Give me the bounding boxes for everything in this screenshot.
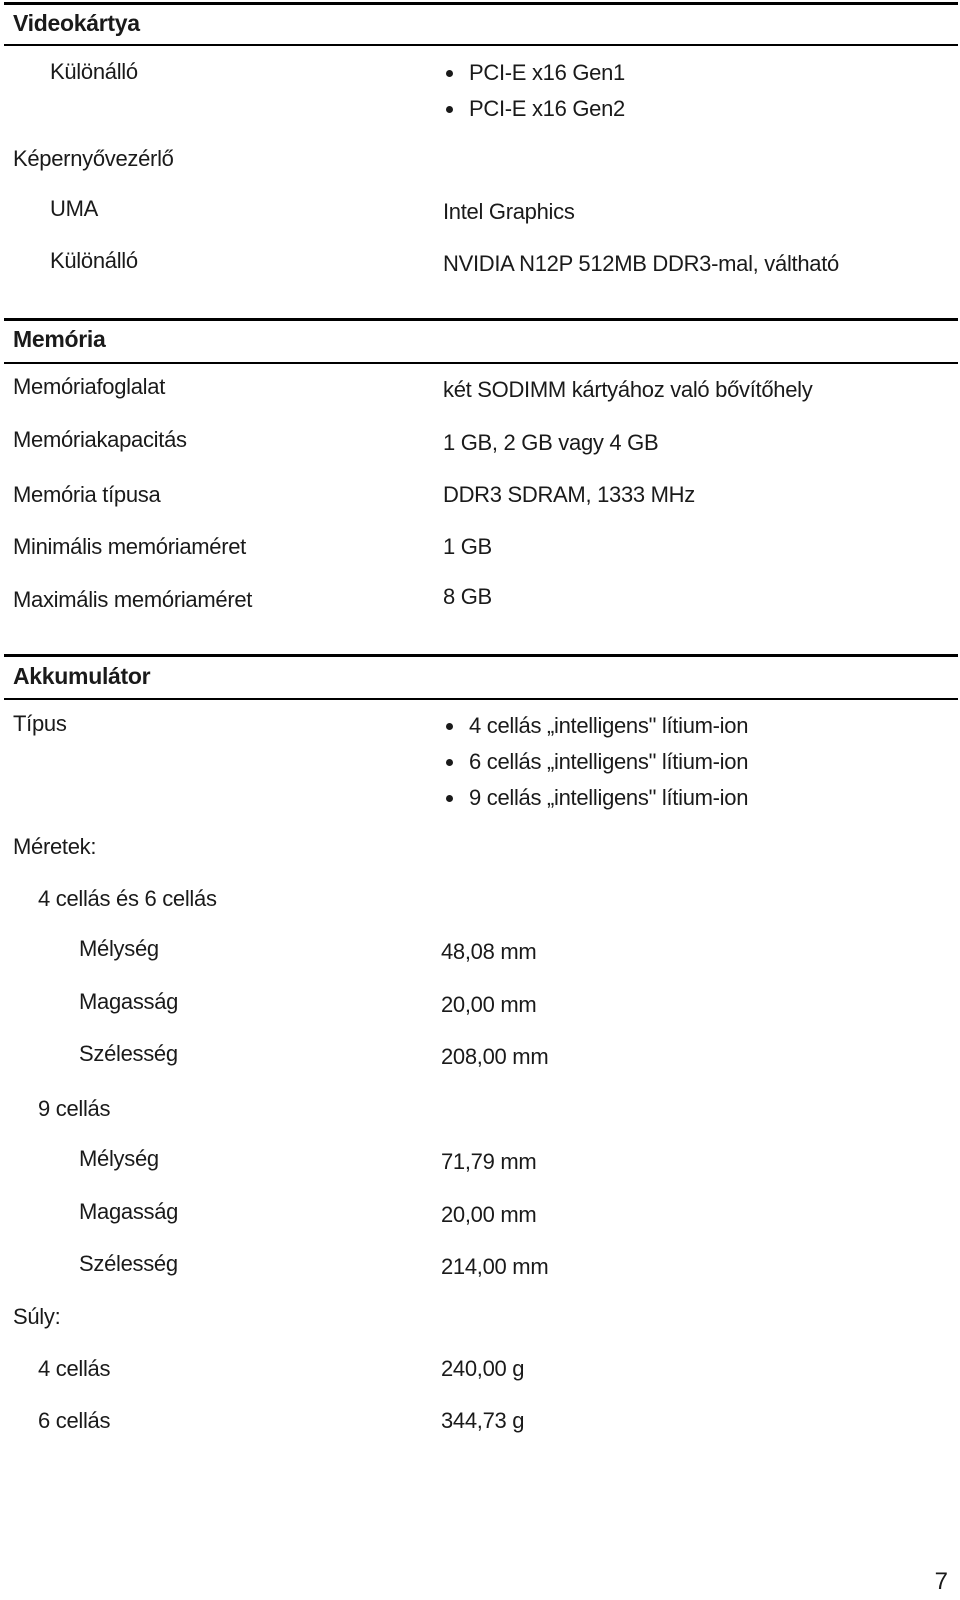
section-heading-rule [4,362,958,364]
spec-value-suly-6-cellas: 344,73 g [441,1408,525,1433]
spec-value-max-memoria: 8 GB [443,584,492,609]
spec-label-melyseg: Mélység [79,1146,159,1171]
spec-label-max-memoria: Maximális memóriaméret [13,587,253,612]
spec-value-memoriakapacitas: 1 GB, 2 GB vagy 4 GB [443,430,659,455]
section-heading-memoria: Memória [13,326,106,352]
spec-label-uma: UMA [50,196,98,221]
section-heading-videokartya: Videokártya [13,10,140,36]
spec-label-szelesseg: Szélesség [79,1251,178,1276]
spec-label-suly: Súly: [13,1304,61,1329]
section-top-rule [4,2,958,5]
spec-value-magassag: 20,00 mm [441,1202,537,1227]
list-item: 9 cellás „intelligens" lítium-ion [443,780,748,816]
section-heading-rule [4,44,958,46]
section-heading-rule [4,698,958,700]
list-item: PCI-E x16 Gen1 [443,55,625,91]
spec-value-kulonallo-2: NVIDIA N12P 512MB DDR3-mal, váltható [443,251,839,276]
spec-value-magassag: 20,00 mm [441,992,537,1017]
spec-value-szelesseg: 208,00 mm [441,1044,549,1069]
spec-label-suly-6-cellas: 6 cellás [38,1408,111,1433]
spec-label-memoriafoglalat: Memóriafoglalat [13,374,166,399]
spec-label-memoria-tipusa: Memória típusa [13,482,161,507]
list-item: 6 cellás „intelligens" lítium-ion [443,744,748,780]
spec-value-uma: Intel Graphics [443,199,575,224]
spec-value-memoria-tipusa: DDR3 SDRAM, 1333 MHz [443,482,695,507]
section-top-rule [4,318,958,321]
spec-label-magassag: Magasság [79,1199,179,1224]
spec-group-label-9-cellas: 9 cellás [38,1096,111,1121]
spec-label-tipus: Típus [13,711,67,736]
spec-label-szelesseg: Szélesség [79,1041,178,1066]
spec-value-melyseg: 71,79 mm [441,1149,537,1174]
spec-label-memoriakapacitas: Memóriakapacitás [13,427,187,452]
section-top-rule [4,654,958,657]
spec-label-kulonallo-2: Különálló [50,248,138,273]
spec-group-label-4-6-cellas: 4 cellás és 6 cellás [38,886,217,911]
spec-label-meretek: Méretek: [13,834,97,859]
page-number: 7 [934,1568,948,1595]
spec-value-melyseg: 48,08 mm [441,939,537,964]
spec-value-min-memoria: 1 GB [443,534,492,559]
section-heading-akkumulator: Akkumulátor [13,663,151,689]
list-item: 4 cellás „intelligens" lítium-ion [443,708,748,744]
spec-label-melyseg: Mélység [79,936,159,961]
spec-value-szelesseg: 214,00 mm [441,1254,549,1279]
list-item: PCI-E x16 Gen2 [443,91,625,127]
spec-label-kulonallo: Különálló [50,59,138,84]
spec-label-suly-4-cellas: 4 cellás [38,1356,111,1381]
spec-label-min-memoria: Minimális memóriaméret [13,534,246,559]
spec-label-magassag: Magasság [79,989,179,1014]
bullet-list-tipus [443,708,748,816]
bullet-list-kulonallo [443,55,625,127]
spec-value-memoriafoglalat: két SODIMM kártyához való bővítőhely [443,377,813,402]
spec-value-suly-4-cellas: 240,00 g [441,1356,525,1381]
spec-label-kepernyovezerlo: Képernyővezérlő [13,146,174,171]
